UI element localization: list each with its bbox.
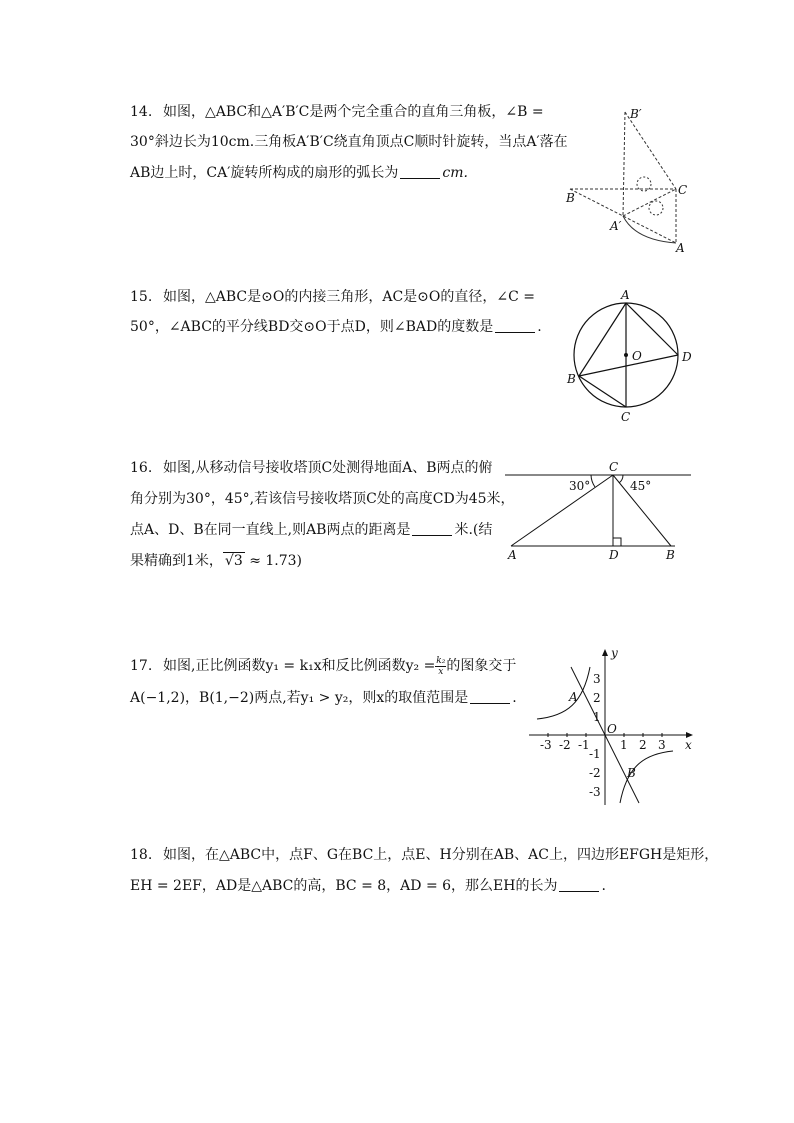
tick-x-2: 2 [639, 738, 647, 752]
label-A: A [621, 288, 630, 302]
problem-18-line-1: 18. 如图，在△ABC中，点F、G在BC上，点E、H分别在AB、AC上，四边形EFGH是矩形， [130, 841, 718, 870]
label-30-degrees: 30° [569, 479, 591, 493]
tick-x-1: 1 [620, 738, 628, 752]
tick-y-1: 1 [593, 710, 601, 724]
label-D: D [682, 350, 692, 364]
problem-number: 18. [130, 847, 153, 863]
problem-14-line-1: 14. 如图，△ABC和△A′B′C是两个完全重合的直角三角板，∠B = [130, 98, 544, 127]
problem-17-line-1: 17. 如图,正比例函数y₁ = k₁x和反比例函数y₂ = $\frac{\text{k₂}}{x}$ 的图象交于 [130, 649, 516, 683]
problem-16-line-3: 点A、D、B在同一直线上,则AB两点的距离是 米.(结 [130, 522, 493, 538]
label-point-A: A [569, 690, 578, 704]
problem-15-line-1: 15. 如图，△ABC是⊙O的内接三角形，AC是⊙O的直径，∠C = [130, 283, 535, 312]
problem-16-line-2: 角分别为30°，45°,若该信号接收塔顶C处的高度CD为45米， [130, 491, 515, 507]
label-C: C [678, 183, 688, 197]
tick-y-2: 2 [593, 691, 601, 705]
figure-tower-depression-angles [505, 458, 695, 563]
label-C: C [621, 410, 631, 424]
answer-blank[interactable] [412, 521, 452, 536]
label-B: B [566, 191, 575, 205]
label-x-axis: x [685, 738, 692, 752]
tick-y-neg3: -3 [589, 785, 601, 799]
problem-16-line-4: 果精确到1米， √3 ≈ 1.73) [130, 553, 303, 569]
answer-blank[interactable] [559, 877, 599, 892]
answer-blank[interactable] [470, 689, 510, 704]
label-C: C [609, 460, 619, 474]
figure-function-graph [527, 645, 697, 807]
sqrt-three: √3 [224, 553, 243, 569]
tick-y-neg1: -1 [589, 747, 601, 761]
label-A-prime: A′ [610, 219, 622, 233]
label-origin: O [607, 722, 617, 736]
label-B-prime: B′ [630, 107, 642, 121]
tick-x-neg1: -1 [578, 738, 590, 752]
problem-18-line-2: EH = 2EF，AD是△ABC的高，BC = 8，AD = 6，那么EH的长为 . [130, 878, 606, 894]
label-45-degrees: 45° [630, 479, 652, 493]
figure-circle-inscribed-triangle [565, 288, 700, 423]
problem-number: 17. [130, 658, 153, 674]
label-point-B: B [627, 766, 636, 780]
problem-number: 16. [130, 460, 153, 476]
label-B: B [666, 548, 675, 562]
label-y-axis: y [611, 646, 618, 660]
fraction-k2-over-x: $\frac{\text{k₂}}{x}$ [436, 655, 446, 677]
label-B: B [567, 372, 576, 386]
tick-x-3: 3 [658, 738, 666, 752]
problem-14-line-2: 30°斜边长为10cm.三角板A′B′C绕直角顶点C顺时针旋转，当点A′落在 [130, 134, 568, 150]
answer-blank[interactable] [400, 164, 440, 179]
problem-15-line-2: 50°，∠ABC的平分线BD交⊙O于点D，则∠BAD的度数是 . [130, 319, 542, 335]
label-A: A [676, 241, 685, 255]
tick-x-neg2: -2 [559, 738, 571, 752]
problem-14-line-3: AB边上时，CA′旋转所构成的扇形的弧长为 cm. [130, 165, 468, 181]
label-D: D [609, 548, 619, 562]
problem-number: 14. [130, 104, 153, 120]
problem-17-line-2: A(−1,2)，B(1,−2)两点,若y₁ > y₂，则x的取值范围是 . [130, 690, 517, 706]
tick-y-3: 3 [593, 672, 601, 686]
label-O: O [632, 349, 642, 363]
tick-y-neg2: -2 [589, 766, 601, 780]
figure-rotated-triangles [560, 100, 700, 255]
problem-16-line-1: 16. 如图,从移动信号接收塔顶C处测得地面A、B两点的俯 [130, 454, 493, 483]
tick-x-neg3: -3 [540, 738, 552, 752]
label-A: A [508, 548, 517, 562]
problem-number: 15. [130, 289, 153, 305]
answer-blank[interactable] [495, 318, 535, 333]
